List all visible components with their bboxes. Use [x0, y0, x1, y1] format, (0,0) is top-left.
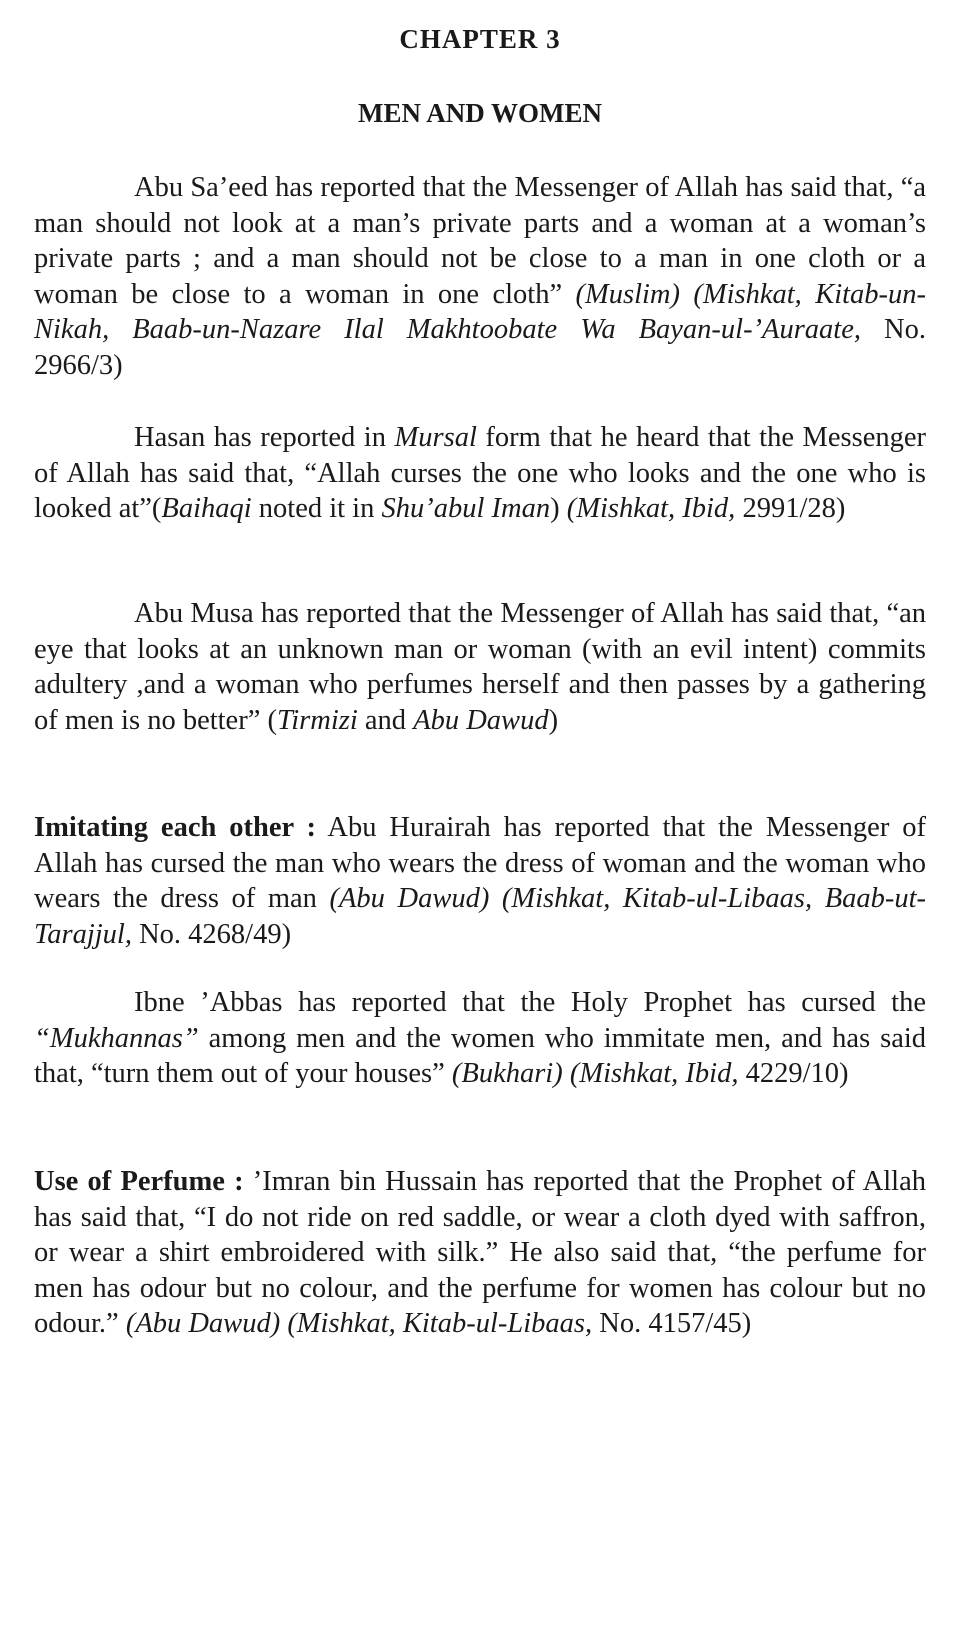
paren-close: ) [548, 704, 559, 736]
paragraph-text: Abu Musa has reported that the Messenger of Allah has said that, “an eye that looks at an unknown man or woman (with an evil intent) commits adultery ,and a woman who perfumes herself and then passes by a gathering of men is no better” [34, 598, 926, 736]
hadith-number: No. 4157/45) [599, 1308, 752, 1339]
paragraph-text: ) [550, 493, 560, 524]
citation-reference: (Mishkat, Ibid, [569, 1058, 739, 1089]
paragraph-text: Ibne ’Abbas has reported that the Holy Prophet has cursed the [134, 987, 926, 1018]
term-italic: Mursal [394, 422, 477, 453]
citation-source: Tirmizi [276, 704, 358, 736]
citation-reference: (Mishkat, Kitab-un-Nikah, Baab-un-Nazare Ilal Makhtoobate Wa Bayan-ul-’Auraate, [34, 278, 927, 345]
hadith-number: 2991/28) [742, 493, 846, 524]
citation-reference: (Mishkat, Kitab-ul-Libaas, Baab-ut-Tarajjul, [34, 883, 927, 950]
citation-reference: (Mishkat, Kitab-ul-Libaas, [287, 1308, 593, 1339]
paragraph-ibne-abbas [34, 985, 926, 1092]
paragraph-perfume [34, 1164, 926, 1342]
paragraph-text: ’Imran bin Hussain has reported that the Prophet of Allah has said that, “I do not ride on red saddle, or wear a cloth dyed with saffron, or wear a shirt embroidered with silk.” He also said that, “the perfume for men has odour but no colour, and the perfume for women has colour but no odour.” [34, 1166, 926, 1339]
paragraph-text: form that he heard that the Messenger of Allah has said that, “Allah curses the one who looks and the one who is looked at”( [34, 422, 927, 524]
paragraph-text: noted it in [258, 493, 375, 524]
citation-source: (Bukhari) [451, 1058, 563, 1089]
paragraph-abu-saeed [34, 170, 926, 383]
hadith-number: No. 2966/3) [34, 314, 926, 381]
citation-source: Abu Dawud [413, 704, 549, 736]
citation-book: Shu’abul Iman [381, 493, 551, 524]
citation-source: Baihaqi [161, 493, 252, 524]
citation-source: (Abu Dawud) [329, 883, 490, 914]
section-label: Use of Perfume : [34, 1166, 244, 1197]
paragraph-abu-musa [34, 596, 926, 738]
paragraph-text: among men and the women who immitate men, and has said that, “turn them out of your houses” [34, 1022, 927, 1089]
citation-source: (Abu Dawud) [125, 1308, 281, 1339]
citation-source: (Muslim) [575, 278, 680, 310]
chapter-title: MEN AND WOMEN [357, 98, 602, 128]
paragraph-hasan [34, 420, 926, 527]
section-label: Imitating each other : [34, 812, 317, 843]
paragraph-text: Hasan has reported in [134, 422, 386, 453]
paragraph-text: Abu Sa’eed has reported that the Messenger of Allah has said that, “a man should not look at a man’s private parts and a woman at a woman’s private parts ; and a man should not be close to a man in one cloth or a woman be close to a woman in one cloth” [34, 172, 926, 310]
paragraph-text: and [364, 704, 407, 736]
paragraph-imitating [34, 810, 926, 952]
hadith-number: 4229/10) [745, 1058, 849, 1089]
hadith-number: No. 4268/49) [139, 918, 292, 950]
paren-open: ( [267, 704, 277, 736]
paragraph-text: Abu Hurairah has reported that the Messenger of Allah has cursed the man who wears the dress of woman and the woman who wears the dress of man [34, 812, 926, 914]
chapter-heading: CHAPTER 3 [399, 24, 561, 54]
citation-reference: (Mishkat, Ibid, [566, 493, 736, 524]
term-italic: “Mukhannas” [34, 1022, 199, 1054]
